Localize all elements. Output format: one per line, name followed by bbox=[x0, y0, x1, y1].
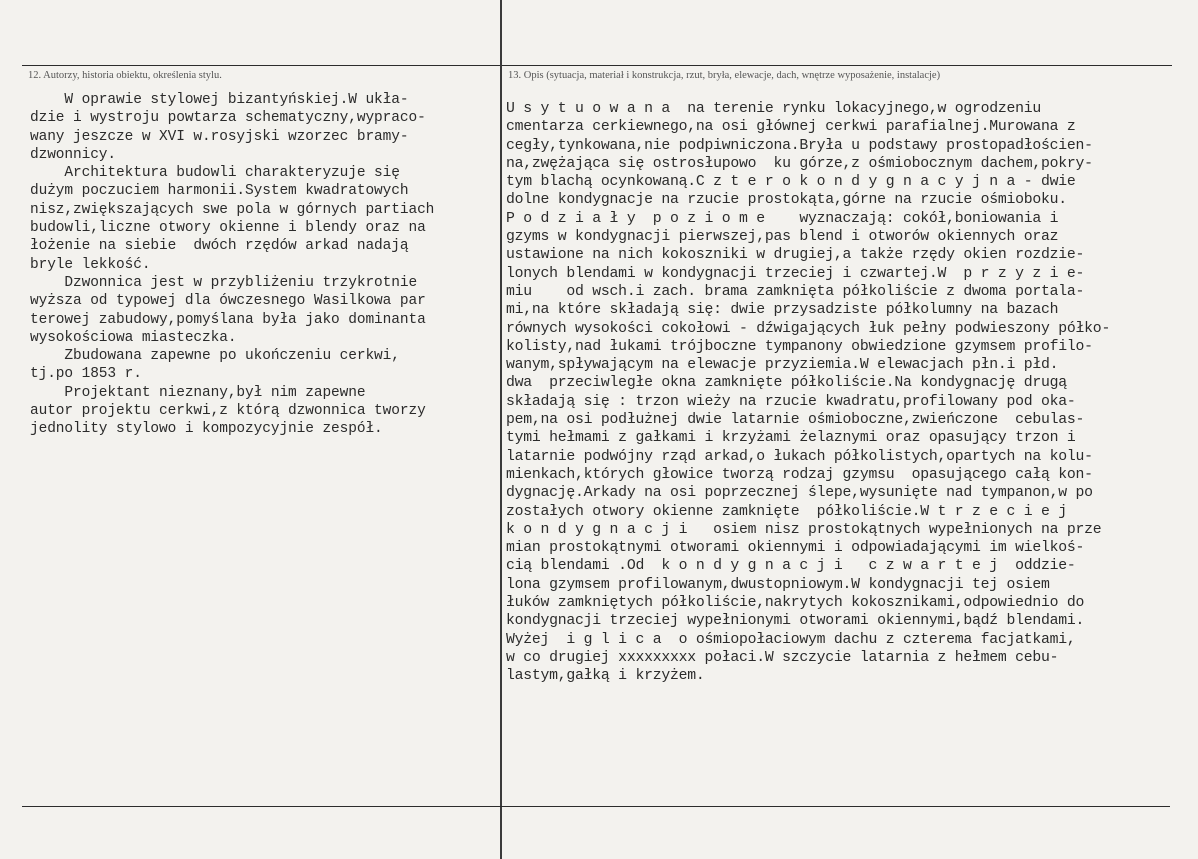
text-line: dwa przeciwległe okna zamknięte półkoliście.Na kondygnację drugą bbox=[506, 375, 1067, 392]
text-line: cegły,tynkowana,nie podpiwniczona.Bryła u podstawy prostopadłościen- bbox=[506, 137, 1093, 154]
text-line: dużym poczuciem harmonii.System kwadratowych bbox=[30, 183, 409, 200]
text-line: Wyżej i g l i c a o ośmiopołaciowym dachu z czterema facjatkami, bbox=[506, 631, 1076, 648]
section-12-header: 12. Autorzy, historia obiektu, określenia stylu. bbox=[28, 70, 222, 81]
text-line: budowli,liczne otwory okienne i blendy oraz na bbox=[30, 220, 426, 237]
text-line: Architektura budowli charakteryzuje się bbox=[30, 165, 400, 182]
column-divider bbox=[500, 0, 502, 859]
text-line: mian prostokątnymi otworami okiennymi i odpowiadającymi im wielkoś- bbox=[506, 540, 1085, 557]
text-line: tym blachą ocynkowaną.C z t e r o k o n d y g n a c y j n a - dwie bbox=[506, 174, 1076, 191]
text-line: łożenie na siebie dwóch rzędów arkad nadają bbox=[30, 238, 409, 255]
text-line: cią blendami .Od k o n d y g n a c j i c z w a r t e j oddzie- bbox=[506, 558, 1076, 575]
text-line: składają się : trzon wieży na rzucie kwadratu,profilowany pod oka- bbox=[506, 393, 1076, 410]
text-line: miu od wsch.i zach. brama zamknięta półkoliście z dwoma portala- bbox=[506, 283, 1085, 300]
text-line: w co drugiej xxxxxxxxx połaci.W szczycie latarnia z hełmem cebu- bbox=[506, 649, 1059, 666]
text-line: dolne kondygnacje na rzucie prostokąta,górne na rzucie ośmioboku. bbox=[506, 192, 1067, 209]
text-line: gzyms w kondygnacji pierwszej,pas blend i otworów okiennych oraz bbox=[506, 229, 1059, 246]
text-line: wyższa od typowej dla ówczesnego Wasilkowa par bbox=[30, 293, 426, 310]
text-line: k o n d y g n a c j i osiem nisz prostokątnych wypełnionych na prze bbox=[506, 521, 1102, 538]
text-line: dygnację.Arkady na osi poprzecznej ślepe,wysunięte nad tympanon,w po bbox=[506, 485, 1093, 502]
text-line: Dzwonnica jest w przybliżeniu trzykrotnie bbox=[30, 274, 418, 291]
text-line: cmentarza cerkiewnego,na osi głównej cerkwi parafialnej.Murowana z bbox=[506, 119, 1076, 136]
text-line: P o d z i a ł y p o z i o m e wyznaczają: cokół,boniowania i bbox=[506, 210, 1059, 227]
text-line: na,zwężająca się ostrosłupowo ku górze,z ośmiobocznym dachem,pokry- bbox=[506, 155, 1093, 172]
text-line: autor projektu cerkwi,z którą dzwonnica tworzy bbox=[30, 403, 426, 420]
text-line: terowej zabudowy,pomyślana była jako dominanta bbox=[30, 311, 426, 328]
text-line: nisz,zwiększających swe pola w górnych partiach bbox=[30, 201, 435, 218]
text-line: dzie i wystroju powtarza schematyczny,wypraco- bbox=[30, 110, 426, 127]
text-line: jednolity stylowo i kompozycyjnie zespół. bbox=[30, 421, 383, 438]
bottom-rule bbox=[22, 806, 1170, 807]
text-line: pem,na osi podłużnej dwie latarnie ośmioboczne,zwieńczone cebulas- bbox=[506, 412, 1085, 429]
text-line: lonych blendami w kondygnacji trzeciej i czwartej.W p r z y z i e- bbox=[506, 265, 1085, 282]
text-line: wany jeszcze w XVI w.rosyjski wzorzec bramy- bbox=[30, 128, 409, 145]
text-line: kolisty,nad łukami trójboczne tympanony obwiedzione gzymsem profilo- bbox=[506, 338, 1093, 355]
text-line: W oprawie stylowej bizantyńskiej.W ukła- bbox=[30, 92, 409, 108]
text-line: dzwonnicy. bbox=[30, 146, 117, 163]
section-13-header: 13. Opis (sytuacja, materiał i konstrukcja, rzut, bryła, elewacje, dach, wnętrze wyposażenie, instalacje) bbox=[508, 70, 941, 81]
text-line: wanym,spływającym na elewacje przyziemia.W elewacjach płn.i płd. bbox=[506, 357, 1059, 374]
text-line: latarnie podwójny rząd arkad,o łukach półkolistych,opartych na kolu- bbox=[506, 448, 1093, 465]
authors-history-text bbox=[30, 91, 500, 439]
text-line: lona gzymsem profilowanym,dwustopniowym.W kondygnacji tej osiem bbox=[506, 576, 1050, 593]
text-line: równych wysokości cokołowi - dźwigających łuk pełny podwieszony półko- bbox=[506, 320, 1111, 337]
text-line: Zbudowana zapewne po ukończeniu cerkwi, bbox=[30, 348, 400, 365]
text-line: tj.po 1853 r. bbox=[30, 366, 142, 383]
text-line: U s y t u o w a n a na terenie rynku lokacyjnego,w ogrodzeniu bbox=[506, 101, 1042, 117]
text-line: ustawione na nich kokoszniki w drugiej,a także rzędy okien rozdzie- bbox=[506, 247, 1085, 264]
text-line: wysokościowa miasteczka. bbox=[30, 329, 237, 346]
text-line: Projektant nieznany,był nim zapewne bbox=[30, 384, 366, 401]
text-line: zostałych otwory okienne zamknięte półkoliście.W t r z e c i e j bbox=[506, 503, 1067, 520]
text-line: bryle lekkość. bbox=[30, 256, 151, 273]
text-line: kondygnacji trzeciej wypełnionymi otworami okiennymi,bądź blendami. bbox=[506, 613, 1085, 630]
text-line: lastym,gałką i krzyżem. bbox=[506, 668, 705, 685]
text-line: mi,na które składają się: dwie przysadziste półkolumny na bazach bbox=[506, 302, 1059, 319]
top-rule bbox=[22, 65, 1172, 66]
description-text bbox=[506, 100, 1190, 686]
text-line: mienkach,których głowice tworzą rodzaj gzymsu opasującego całą kon- bbox=[506, 466, 1093, 483]
text-line: łuków zamkniętych półkoliście,nakrytych kokosznikami,odpowiednio do bbox=[506, 595, 1085, 612]
text-line: tymi hełmami z gałkami i krzyżami żelaznymi oraz opasujący trzon i bbox=[506, 430, 1076, 447]
